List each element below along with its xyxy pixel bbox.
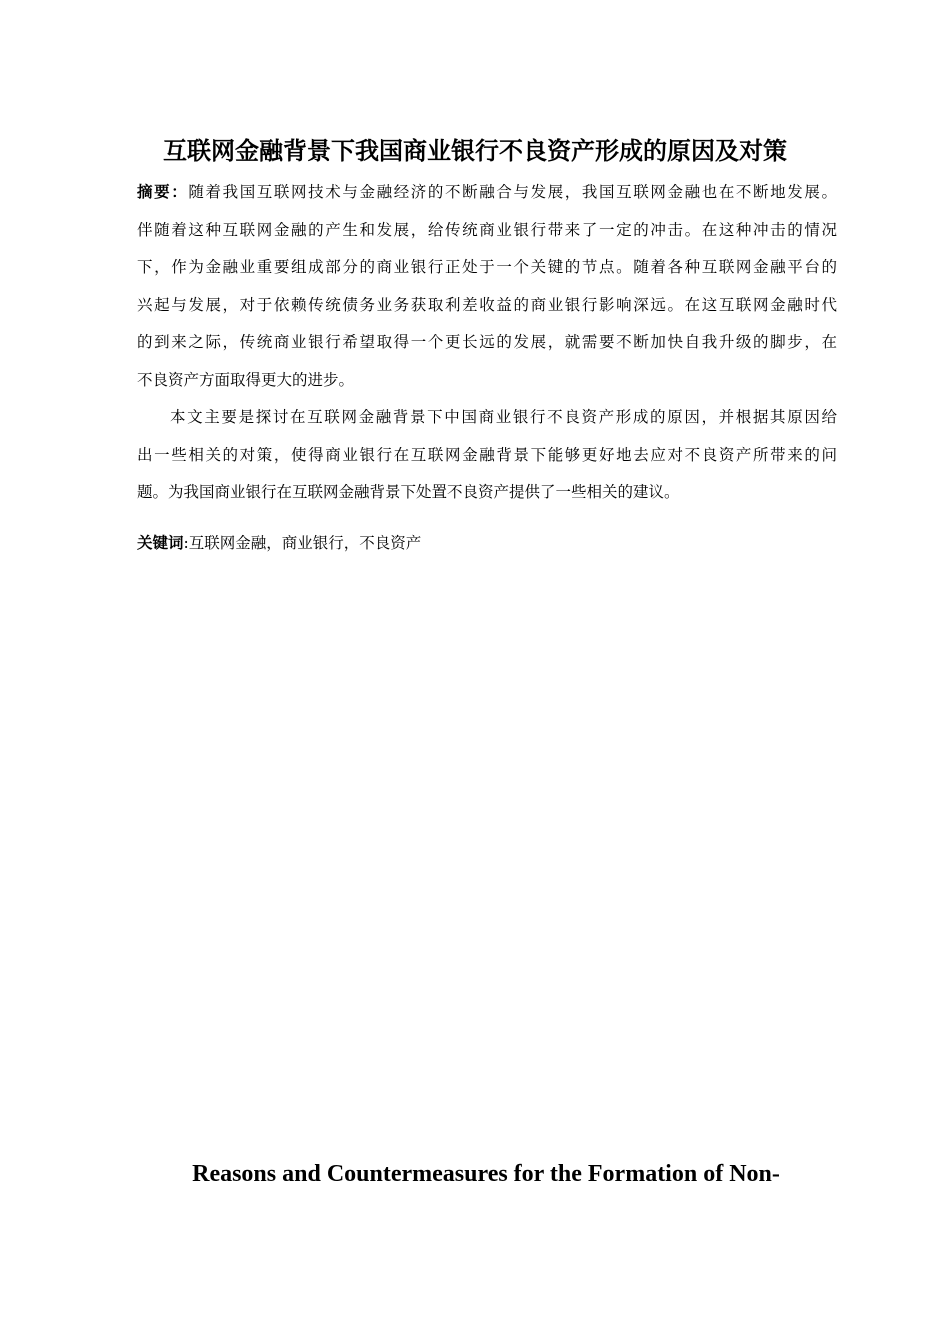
abstract-line: 题。为我国商业银行在互联网金融背景下处置不良资产提供了一些相关的建议。 bbox=[137, 483, 680, 501]
abstract-line: 本文主要是探讨在互联网金融背景下中国商业银行不良资产形成的原因，并根据其原因给 bbox=[170, 408, 837, 426]
keywords-text: 互联网金融，商业银行，不良资产 bbox=[188, 534, 422, 552]
abstract-line: 摘要：随着我国互联网技术与金融经济的不断融合与发展，我国互联网金融也在不断地发展。 bbox=[137, 183, 837, 201]
keywords-line bbox=[137, 526, 837, 560]
abstract-section bbox=[137, 174, 837, 512]
abstract-line: 兴起与发展，对于依赖传统债务业务获取利差收益的商业银行影响深远。在这互联网金融时代 bbox=[137, 295, 837, 314]
abstract-label: 摘要： bbox=[137, 183, 189, 201]
abstract-line: 伴随着这种互联网金融的产生和发展，给传统商业银行带来了一定的冲击。在这种冲击的情况 bbox=[137, 220, 837, 239]
keywords-colon: : bbox=[183, 534, 189, 552]
abstract-line: 下，作为金融业重要组成部分的商业银行正处于一个关键的节点。随着各种互联网金融平台的 bbox=[137, 258, 837, 276]
english-title: Reasons and Countermeasures for the Formation of Non- bbox=[192, 1161, 780, 1187]
abstract-line: 出一些相关的对策，使得商业银行在互联网金融背景下能够更好地去应对不良资产所带来的问 bbox=[137, 445, 837, 464]
abstract-line: 的到来之际，传统商业银行希望取得一个更长远的发展，就需要不断加快自我升级的脚步，在 bbox=[137, 333, 837, 351]
keywords-label: 关键词 bbox=[137, 534, 184, 552]
abstract-line: 不良资产方面取得更大的进步。 bbox=[137, 370, 355, 389]
document-title: 互联网金融背景下我国商业银行不良资产形成的原因及对策 bbox=[163, 137, 787, 165]
